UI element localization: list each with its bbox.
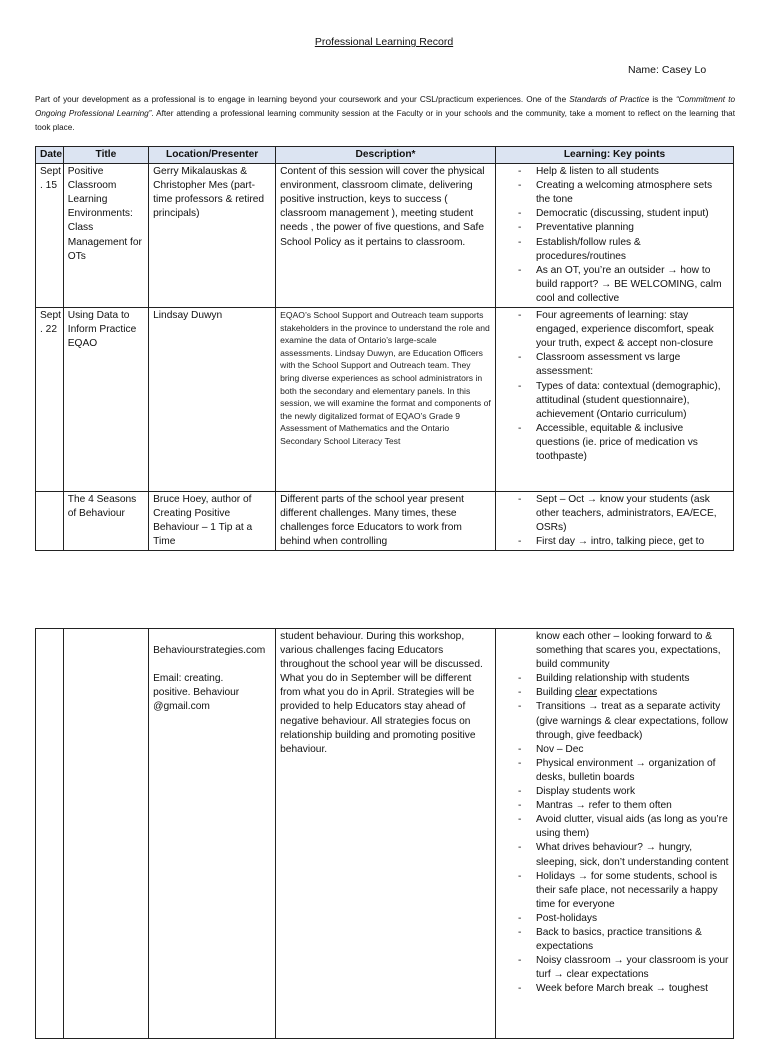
key-point-text: Building clear expectations xyxy=(535,687,658,699)
cell-learning xyxy=(495,629,733,1039)
key-point-item xyxy=(500,799,729,813)
key-point-text: Mantras → refer to them often xyxy=(535,800,672,812)
bullet-dash: - xyxy=(517,786,522,798)
presenter-website: Behaviourstrategies.com xyxy=(153,645,266,656)
cell-description: Content of this session will cover the physical environment, classroom climate, delivering positive instruction, keys to success ( classroom management ), meeting student needs , the power of five questions, and Safe School Policy as it pertains to classroom. xyxy=(276,164,496,308)
key-point-item xyxy=(500,165,729,179)
bullet-dash: - xyxy=(517,870,522,882)
bullet-dash: - xyxy=(517,800,522,812)
bullet-dash: - xyxy=(517,926,522,938)
cell-date: Sept . 22 xyxy=(36,308,64,492)
key-point-text: Sept – Oct → know your students (ask other teachers, administrators, EA/ECE, OSRs) xyxy=(535,494,717,534)
cell-location: Bruce Hoey, author of Creating Positive Behaviour – 1 Tip at a Time xyxy=(149,492,276,551)
intro-text-1: Part of your development as a professional is to engage in learning beyond your coursework and your CSL/practicum experiences. One of the xyxy=(35,95,570,104)
header-title: Title xyxy=(63,147,148,164)
bullet-dash: - xyxy=(517,983,522,995)
cell-learning xyxy=(495,164,733,308)
header-learning: Learning: Key points xyxy=(495,147,733,164)
key-point-item xyxy=(500,351,729,379)
continued-key-point: know each other – looking forward to & something that scares you, expectations, build community xyxy=(535,631,721,671)
key-point-text: As an OT, you’re an outsider → how to build rapport? → BE WELCOMING, calm cool and collective xyxy=(535,264,722,304)
bullet-dash: - xyxy=(517,222,522,234)
key-points-list xyxy=(500,493,729,549)
key-point-text: Back to basics, practice transitions & expectations xyxy=(535,926,702,953)
bullet-dash: - xyxy=(517,536,522,548)
bullet-dash: - xyxy=(517,236,522,248)
key-point-text: Accessible, equitable & inclusive questions (ie. price of medication vs toothpaste) xyxy=(535,422,698,462)
cell-title xyxy=(63,629,148,1039)
key-point-text: Preventative planning xyxy=(535,222,634,234)
key-points-list xyxy=(500,309,729,464)
name-value: Casey Lo xyxy=(661,64,707,76)
learning-record-table xyxy=(35,146,734,551)
bullet-dash: - xyxy=(517,955,522,967)
key-point-item xyxy=(500,686,729,700)
key-point-item xyxy=(500,380,729,422)
cell-description: student behaviour. During this workshop, various challenges facing Educators throughout the school year will be discussed. What you do in September will be different from what you do in April. Strategies will be provided to help Educators stay ahead of negative behaviour. All strategies focus on relationship building and promoting positive behaviour. xyxy=(276,629,496,1039)
key-point-text: Avoid clutter, visual aids (as long as you’re using them) xyxy=(535,814,728,840)
presenter-email: Email: creating. positive. Behaviour @gmail.com xyxy=(153,673,240,713)
intro-text-2: is the xyxy=(649,95,676,104)
table-row xyxy=(36,492,734,551)
intro-paragraph xyxy=(35,93,735,135)
bullet-dash: - xyxy=(517,422,522,434)
table-row xyxy=(36,308,734,492)
document-title: Professional Learning Record xyxy=(314,36,454,48)
key-point-text: Democratic (discussing, student input) xyxy=(535,208,709,220)
key-point-item xyxy=(500,870,729,912)
bullet-dash: - xyxy=(517,380,522,392)
header-date: Date xyxy=(36,147,64,164)
table-row xyxy=(36,164,734,308)
cell-location xyxy=(149,629,276,1039)
header-description: Description* xyxy=(276,147,496,164)
key-points-list xyxy=(500,165,729,306)
bullet-dash: - xyxy=(517,310,522,322)
cell-date xyxy=(36,492,64,551)
bullet-dash: - xyxy=(517,494,522,506)
key-point-text: Four agreements of learning: stay engaged, experience discomfort, speak your truth, expect & accept non-closure xyxy=(535,310,714,350)
key-point-item xyxy=(500,813,729,841)
key-points-list xyxy=(500,672,729,996)
key-point-item xyxy=(500,743,729,757)
cell-title: The 4 Seasons of Behaviour xyxy=(63,492,148,551)
bullet-dash: - xyxy=(517,687,522,699)
key-point-text: Building relationship with students xyxy=(535,673,690,685)
key-point-item xyxy=(500,264,729,306)
bullet-dash: - xyxy=(517,166,522,178)
cell-title: Using Data to Inform Practice EQAO xyxy=(63,308,148,492)
student-name-line xyxy=(628,64,706,76)
key-point-item xyxy=(500,954,729,982)
key-point-text: Creating a welcoming atmosphere sets the tone xyxy=(535,180,713,206)
key-point-item xyxy=(500,926,729,954)
cell-title: Positive Classroom Learning Environments: Class Management for OTs xyxy=(63,164,148,308)
key-point-text: Noisy classroom → your classroom is your turf → clear expectations xyxy=(535,955,729,981)
bullet-dash: - xyxy=(517,743,522,755)
key-point-item xyxy=(500,493,729,535)
key-point-item xyxy=(500,179,729,207)
cell-learning xyxy=(495,492,733,551)
key-point-item xyxy=(500,422,729,464)
key-point-item xyxy=(500,207,729,221)
key-point-text: Post-holidays xyxy=(535,912,598,924)
cell-description: EQAO’s School Support and Outreach team supports stakeholders in the province to understand the role and examine the data of Ontario’s large-scale assessments. Lindsay Duwyn, are Education Officers with the School Support and Outreach team. They bring diverse experiences as school administrators in both the secondary and elementary panels. In this session, we will examine the format and components of the newly digitalized format of EQAO’s Grade 9 Assessment of Mathematics and the Ontario Secondary School Literacy Test xyxy=(276,308,496,492)
intro-emphasis-1: Standards of Practice xyxy=(569,95,650,104)
key-point-text: What drives behaviour? → hungry, sleeping, sick, don’t understanding content xyxy=(535,842,729,868)
name-label: Name: xyxy=(628,64,659,76)
key-point-text: Week before March break → toughest xyxy=(535,983,708,995)
key-point-text: Holidays → for some students, school is their safe place, not necessarily a happy time for everyone xyxy=(535,870,718,910)
key-point-item xyxy=(500,221,729,235)
intro-text-3: . After attending a professional learning community session at the Faculty or in your schools and the community, take a moment to reflect on the learning that took place. xyxy=(35,109,736,132)
bullet-dash: - xyxy=(517,208,522,220)
key-point-item xyxy=(500,672,729,686)
table-header-row xyxy=(36,147,734,164)
bullet-dash: - xyxy=(517,352,522,364)
cell-location: Gerry Mikalauskas & Christopher Mes (part-time professors & retired principals) xyxy=(149,164,276,308)
header-location: Location/Presenter xyxy=(149,147,276,164)
key-point-text: First day → intro, talking piece, get to xyxy=(535,536,705,548)
key-point-item xyxy=(500,841,729,869)
key-point-item xyxy=(500,535,729,549)
bullet-dash: - xyxy=(517,842,522,854)
bullet-dash: - xyxy=(517,180,522,192)
bullet-dash: - xyxy=(517,757,522,769)
table-row xyxy=(36,629,734,1039)
bullet-dash: - xyxy=(517,912,522,924)
key-point-item xyxy=(500,785,729,799)
key-point-text: Help & listen to all students xyxy=(535,166,659,178)
key-point-item xyxy=(500,982,729,996)
key-point-text: Classroom assessment vs large assessment: xyxy=(535,352,681,378)
intro-emphasis-2: “Commitment to Ongoing Professional Learning” xyxy=(35,95,736,118)
key-point-item xyxy=(500,309,729,351)
key-point-text: Physical environment → organization of desks, bulletin boards xyxy=(535,757,716,783)
cell-location: Lindsay Duwyn xyxy=(149,308,276,492)
key-point-text: Nov – Dec xyxy=(535,743,584,755)
key-point-item xyxy=(500,236,729,264)
bullet-dash: - xyxy=(517,814,522,826)
key-point-text: Establish/follow rules & procedures/routines xyxy=(535,236,641,262)
key-point-text: Display students work xyxy=(535,786,636,798)
cell-description: Different parts of the school year present different challenges. Many times, these challenges force Educators to work from behind when controlling xyxy=(276,492,496,551)
cell-date xyxy=(36,629,64,1039)
key-point-item xyxy=(500,912,729,926)
key-point-text: Types of data: contextual (demographic), attitudinal (student questionnaire), achievement (Ontario curriculum) xyxy=(535,380,721,420)
key-point-item xyxy=(500,700,729,742)
bullet-dash: - xyxy=(517,701,522,713)
continuation-table xyxy=(35,628,734,1039)
bullet-dash: - xyxy=(517,673,522,685)
cell-date: Sept . 15 xyxy=(36,164,64,308)
bullet-dash: - xyxy=(517,264,522,276)
key-point-text: Transitions → treat as a separate activity (give warnings & clear expectations, follow through, give feedback) xyxy=(535,701,728,741)
key-point-item xyxy=(500,757,729,785)
cell-learning xyxy=(495,308,733,492)
